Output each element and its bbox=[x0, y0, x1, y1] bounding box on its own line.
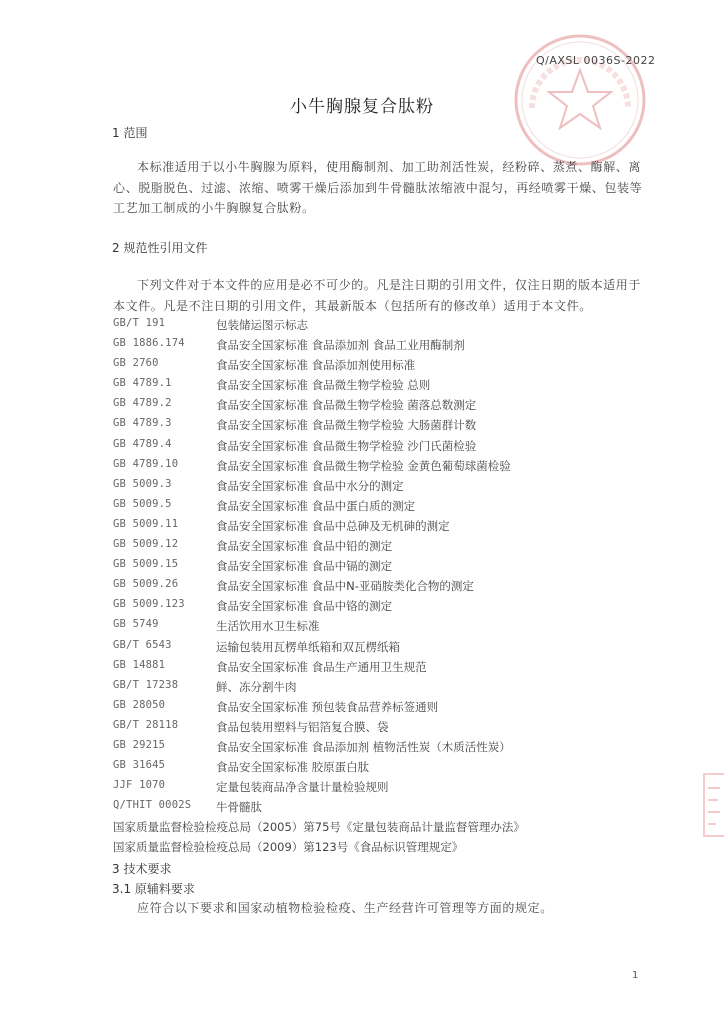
reference-code: GB 5009.12 bbox=[113, 538, 179, 551]
reference-code: GB 5009.11 bbox=[113, 517, 179, 530]
reference-title: 食品安全国家标准 食品中水分的测定 bbox=[216, 478, 404, 493]
reference-title: 食品安全国家标准 食品中蛋白质的测定 bbox=[216, 498, 416, 513]
reference-item bbox=[113, 538, 643, 558]
reference-item bbox=[113, 699, 643, 719]
reference-code: GB/T 28118 bbox=[113, 718, 179, 731]
reference-code: GB 14881 bbox=[113, 658, 166, 671]
reference-title: 鲜、冻分割牛肉 bbox=[216, 679, 297, 694]
reference-item bbox=[113, 397, 643, 417]
materials-paragraph: 应符合以下要求和国家动植物检验检疫、生产经营许可管理等方面的规定。 bbox=[137, 901, 553, 915]
reference-title: 运输包装用瓦楞单纸箱和双瓦楞纸箱 bbox=[216, 639, 400, 654]
reference-title: 食品安全国家标准 食品中铬的测定 bbox=[216, 599, 393, 614]
reference-title: 包装储运图示标志 bbox=[216, 318, 308, 332]
reference-code: GB 28050 bbox=[113, 698, 166, 711]
reference-item bbox=[113, 317, 643, 337]
document-title: 小牛胸腺复合肽粉 bbox=[290, 97, 434, 117]
reference-code: GB 29215 bbox=[113, 738, 166, 751]
document-code: Q/AXSL 0036S-2022 bbox=[536, 54, 656, 67]
reference-item bbox=[113, 659, 643, 679]
reference-item bbox=[113, 598, 643, 618]
reference-code: GB 31645 bbox=[113, 759, 166, 772]
reference-item bbox=[113, 458, 643, 478]
reference-code: GB 2760 bbox=[113, 357, 159, 370]
reference-item bbox=[113, 337, 643, 357]
reference-item bbox=[113, 779, 643, 799]
subsection-heading-materials: 3.1 原辅料要求 bbox=[112, 882, 195, 896]
reference-title: 食品安全国家标准 食品中铅的测定 bbox=[216, 539, 393, 554]
reference-item bbox=[113, 739, 643, 759]
reference-title: 食品安全国家标准 食品微生物学检验 菌落总数测定 bbox=[216, 398, 477, 413]
reference-item bbox=[113, 478, 643, 498]
reference-code: GB 1886.174 bbox=[113, 337, 185, 350]
reference-title: 食品安全国家标准 食品中总砷及无机砷的测定 bbox=[216, 518, 450, 533]
reference-list bbox=[113, 317, 643, 860]
reference-code: GB 4789.2 bbox=[113, 397, 172, 410]
reference-title: 食品安全国家标准 食品中N-亚硝胺类化合物的测定 bbox=[216, 579, 474, 594]
reference-title: 生活饮用水卫生标准 bbox=[216, 619, 320, 634]
reference-code: GB 4789.3 bbox=[113, 417, 172, 430]
reference-title: 食品安全国家标准 食品添加剂使用标准 bbox=[216, 358, 416, 373]
reference-code: GB 5749 bbox=[113, 618, 159, 631]
reference-code: GB 5009.123 bbox=[113, 598, 185, 611]
reference-item bbox=[113, 558, 643, 578]
reference-title: 食品安全国家标准 预包装食品营养标签通则 bbox=[216, 699, 439, 714]
reference-item bbox=[113, 417, 643, 437]
reference-item bbox=[113, 438, 643, 458]
reference-title: 食品安全国家标准 食品微生物学检验 总则 bbox=[216, 378, 431, 393]
reference-title: 食品包装用塑料与铝箔复合膜、袋 bbox=[216, 719, 389, 734]
reference-item bbox=[113, 679, 643, 699]
reference-item bbox=[113, 799, 643, 819]
reference-code: JJF 1070 bbox=[113, 779, 166, 792]
reference-code: GB 5009.26 bbox=[113, 578, 179, 591]
reference-title: 牛骨髓肽 bbox=[216, 800, 262, 815]
reference-title: 定量包装商品净含量计量检验规则 bbox=[216, 780, 389, 795]
reference-title: 食品安全国家标准 食品微生物学检验 沙门氏菌检验 bbox=[216, 438, 477, 453]
reference-code: GB 4789.10 bbox=[113, 457, 179, 470]
reference-item bbox=[113, 618, 643, 638]
reference-item bbox=[113, 639, 643, 659]
reference-title: 食品安全国家标准 食品添加剂 食品工业用酶制剂 bbox=[216, 338, 465, 353]
section-heading-scope: 1 范围 bbox=[112, 126, 148, 140]
reference-title: 食品安全国家标准 食品微生物学检验 金黄色葡萄球菌检验 bbox=[216, 458, 511, 473]
reference-title: 食品安全国家标准 食品微生物学检验 大肠菌群计数 bbox=[216, 418, 477, 433]
reference-code: GB 5009.3 bbox=[113, 477, 172, 490]
seal-fragment-icon bbox=[700, 770, 724, 840]
reference-title: 食品安全国家标准 食品添加剂 植物活性炭（木质活性炭） bbox=[216, 739, 511, 754]
reference-code: GB/T 17238 bbox=[113, 678, 179, 691]
reference-item bbox=[113, 518, 643, 538]
reference-item bbox=[113, 759, 643, 779]
reference-item bbox=[113, 357, 643, 377]
reference-code: Q/THIT 0002S bbox=[113, 799, 192, 812]
reference-code: GB/T 191 bbox=[113, 317, 166, 329]
reference-title: 食品安全国家标准 胶原蛋白肽 bbox=[216, 760, 370, 775]
reference-regulation: 国家质量监督检验检疫总局（2005）第75号《定量包装商品计量监督管理办法》 bbox=[113, 820, 525, 835]
reference-item bbox=[113, 719, 643, 739]
reference-item bbox=[113, 377, 643, 397]
references-intro: 下列文件对于本文件的应用是必不可少的。凡是注日期的引用文件，仅注日期的版本适用于本文件。凡是不注日期的引用文件，其最新版本（包括所有的修改单）适用于本文件。 bbox=[113, 278, 642, 313]
reference-code: GB 4789.4 bbox=[113, 437, 172, 450]
reference-title: 食品安全国家标准 食品生产通用卫生规范 bbox=[216, 659, 427, 674]
page-number: 1 bbox=[632, 970, 639, 981]
reference-code: GB 5009.15 bbox=[113, 558, 179, 571]
reference-code: GB/T 6543 bbox=[113, 638, 172, 651]
reference-item bbox=[113, 578, 643, 598]
section-heading-technical: 3 技术要求 bbox=[112, 862, 172, 876]
reference-code: GB 5009.5 bbox=[113, 497, 172, 510]
section-heading-references: 2 规范性引用文件 bbox=[112, 241, 208, 255]
reference-code: GB 4789.1 bbox=[113, 377, 172, 390]
scope-paragraph: 本标准适用于以小牛胸腺为原料，使用酶制剂、加工助剂活性炭，经粉碎、蒸煮、酶解、离心、脱脂脱色、过滤、浓缩、喷雾干燥后添加到牛骨髓肽浓缩液中混匀，再经喷雾干燥、包装等工艺加工制成的小牛胸腺复合肽粉。 bbox=[113, 160, 643, 215]
reference-regulation: 国家质量监督检验检疫总局（2009）第123号《食品标识管理规定》 bbox=[113, 840, 464, 855]
reference-title: 食品安全国家标准 食品中镉的测定 bbox=[216, 559, 393, 574]
reference-item bbox=[113, 498, 643, 518]
